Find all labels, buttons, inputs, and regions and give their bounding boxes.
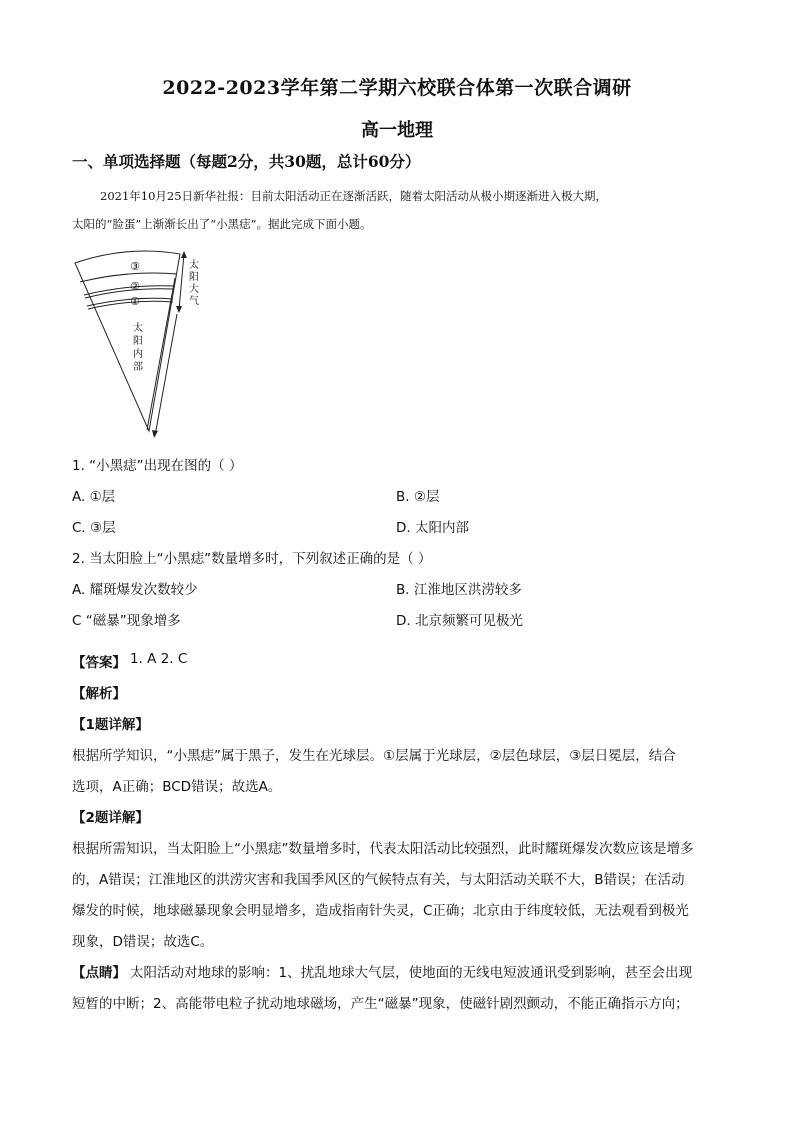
detail-2-line-3: 爆发的时候，地球磁暴现象会明显增多，造成指南针失灵，C正确；北京由于纬度较低，无法观看到极光 [72, 903, 689, 919]
detail-2-line-2: 的，A错误；江淮地区的洪涝灾害和我国季风区的气候特点有关，与太阳活动关联不大，B错误；在活动 [72, 872, 685, 888]
answer-text: 1. A 2. C [130, 651, 188, 667]
detail-2-label: 【2题详解】 [72, 810, 149, 826]
tip-line-1: 太阳活动对地球的影响：1、扰乱地球大气层，使地面的无线电短波通讯受到影响，甚至会出现 [130, 965, 693, 981]
tip-line-2: 短暂的中断；2、高能带电粒子扰动地球磁场，产生“磁暴”现象，使磁针剧烈颤动，不能正确指示方向； [72, 996, 689, 1012]
question-1-option-c: C. ③层 [72, 520, 116, 536]
tip-label: 【点睛】 [72, 965, 126, 981]
detail-1-line-1: 根据所学知识，“小黑痣”属于黑子，发生在光球层。①层属于光球层，②层色球层，③层日冕层，结合 [72, 748, 676, 764]
question-1-option-b: B. ②层 [396, 489, 440, 505]
answer-label: 【答案】 [72, 655, 126, 671]
interior-label: 太阳内部 [133, 323, 143, 373]
layer-2-label: ② [130, 280, 140, 293]
intro-line-2: 太阳的“脸蛋”上渐渐长出了“小黑痣”。据此完成下面小题。 [72, 217, 372, 231]
question-2-stem: 2. 当太阳脸上“小黑痣”数量增多时，下列叙述正确的是（ ） [72, 551, 432, 567]
question-1-option-a: A. ①层 [72, 489, 116, 505]
question-2-option-b: B. 江淮地区洪涝较多 [396, 582, 522, 598]
question-1-option-d: D. 太阳内部 [396, 520, 469, 536]
detail-1-label: 【1题详解】 [72, 717, 149, 733]
question-2-option-d: D. 北京频繁可见极光 [396, 613, 523, 629]
question-1-stem: 1. “小黑痣”出现在图的（ ） [72, 458, 243, 474]
sun-structure-diagram [72, 248, 202, 438]
question-2-option-c: C “磁暴”现象增多 [72, 613, 181, 629]
analysis-label: 【解析】 [72, 686, 126, 702]
document-title: 2022-2023学年第二学期六校联合体第一次联合调研 [162, 77, 632, 99]
question-2-option-a: A. 耀斑爆发次数较少 [72, 582, 198, 598]
detail-2-line-4: 现象，D错误；故选C。 [72, 934, 214, 950]
detail-2-line-1: 根据所需知识，当太阳脸上“小黑痣”数量增多时，代表太阳活动比较强烈，此时耀斑爆发次数应该是增多 [72, 841, 694, 857]
layer-1-label: ① [130, 295, 140, 308]
document-subtitle: 高一地理 [361, 120, 433, 141]
intro-line-1: 2021年10月25日新华社报：目前太阳活动正在逐渐活跃，随着太阳活动从极小期逐渐进入极大期， [100, 189, 608, 203]
detail-1-line-2: 选项，A正确；BCD错误；故选A。 [72, 779, 282, 795]
atmosphere-label: 太阳大气 [189, 260, 199, 307]
section-heading: 一、单项选择题（每题2分，共30题，总计60分） [72, 152, 421, 171]
layer-3-label: ③ [130, 260, 140, 273]
